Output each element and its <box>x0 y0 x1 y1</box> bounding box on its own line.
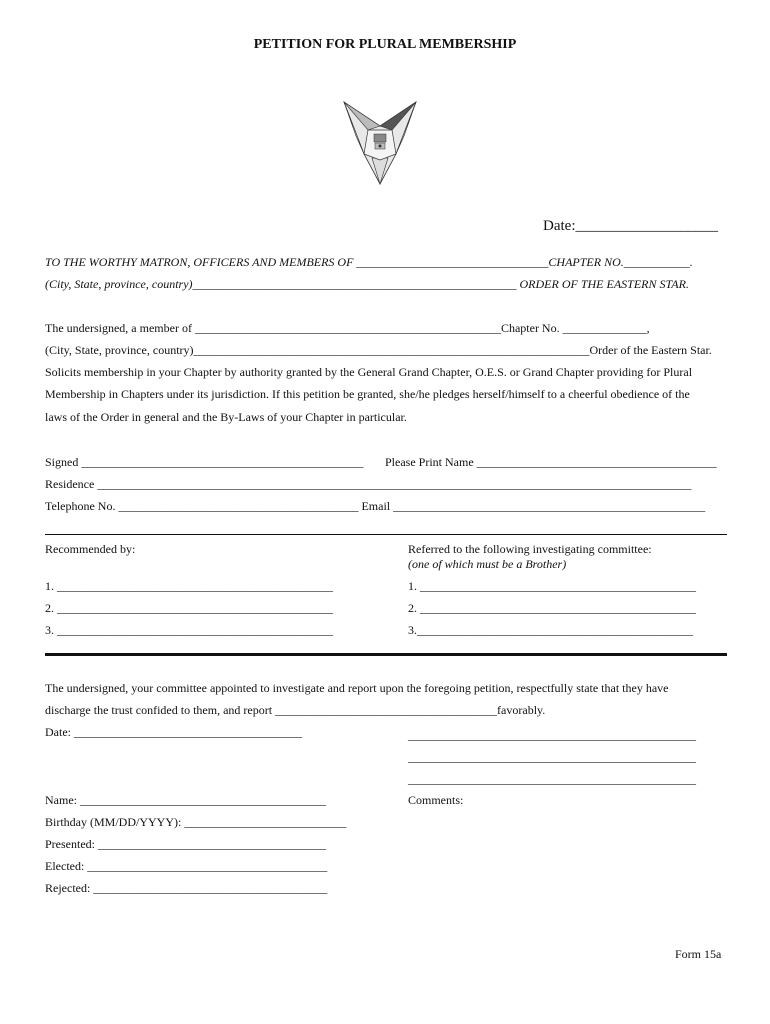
telephone-email-field[interactable]: Telephone No. ________________________________________ Email ____________________________________________________ <box>45 499 706 513</box>
recommended-item[interactable]: 1. ______________________________________________ <box>45 579 333 593</box>
referred-label: Referred to the following investigating committee: <box>408 542 652 556</box>
signed-field[interactable]: Signed _______________________________________________ <box>45 455 364 469</box>
eastern-star-emblem <box>338 96 422 186</box>
presented-field[interactable]: Presented: ______________________________________ <box>45 837 326 851</box>
worthy-matron-line[interactable]: TO THE WORTHY MATRON, OFFICERS AND MEMBERS OF ________________________________CHAPTER NO.___________. <box>45 255 693 269</box>
page-title: PETITION FOR PLURAL MEMBERSHIP <box>253 37 517 52</box>
section-divider <box>45 653 727 656</box>
referred-item[interactable]: 3.______________________________________________ <box>408 623 693 637</box>
committee-text-line: The undersigned, your committee appointed to investigate and report upon the foregoing petition, respectfully state that they have <box>45 681 669 695</box>
divider <box>45 534 727 535</box>
comment-line[interactable]: ________________________________________________ <box>408 728 696 742</box>
referred-note: (one of which must be a Brother) <box>408 557 567 571</box>
recommended-item[interactable]: 3. ______________________________________________ <box>45 623 333 637</box>
comment-line[interactable]: ________________________________________________ <box>408 772 696 786</box>
form-number: Form 15a <box>675 947 722 961</box>
referred-item[interactable]: 2. ______________________________________________ <box>408 601 696 615</box>
birthday-field[interactable]: Birthday (MM/DD/YYYY): ___________________________ <box>45 815 347 829</box>
worthy-city-line[interactable]: (City, State, province, country)______________________________________________________ ORDER OF THE EASTERN STAR. <box>45 277 689 291</box>
committee-report-line[interactable]: discharge the trust confided to them, and report _____________________________________favorably. <box>45 703 546 717</box>
comments-label: Comments: <box>408 793 464 807</box>
header-date-field[interactable]: Date:___________________ <box>543 218 718 234</box>
residence-field[interactable]: Residence ___________________________________________________________________________________________________ <box>45 477 692 491</box>
name-field[interactable]: Name: _________________________________________ <box>45 793 326 807</box>
member-of-line[interactable]: The undersigned, a member of ___________________________________________________Chapter No. ______________, <box>45 321 650 335</box>
body-text-line: Solicits membership in your Chapter by authority granted by the General Grand Chapter, O.E.S. or Grand Chapter providing for Plural <box>45 365 693 379</box>
recommended-label: Recommended by: <box>45 542 136 556</box>
elected-field[interactable]: Elected: ________________________________________ <box>45 859 328 873</box>
referred-item[interactable]: 1. ______________________________________________ <box>408 579 696 593</box>
body-text-line: laws of the Order in general and the By-Laws of your Chapter in particular. <box>45 410 407 424</box>
committee-date-field[interactable]: Date: ______________________________________ <box>45 725 302 739</box>
member-city-line[interactable]: (City, State, province, country)__________________________________________________________________Order of the Eastern Star. <box>45 343 712 357</box>
rejected-field[interactable]: Rejected: _______________________________________ <box>45 881 328 895</box>
recommended-item[interactable]: 2. ______________________________________________ <box>45 601 333 615</box>
print-name-field[interactable]: Please Print Name ________________________________________ <box>385 455 717 469</box>
body-text-line: Membership in Chapters under its jurisdiction. If this petition be granted, she/he pledges herself/himself to a cheerful obedience of the <box>45 387 690 401</box>
comment-line[interactable]: ________________________________________________ <box>408 750 696 764</box>
